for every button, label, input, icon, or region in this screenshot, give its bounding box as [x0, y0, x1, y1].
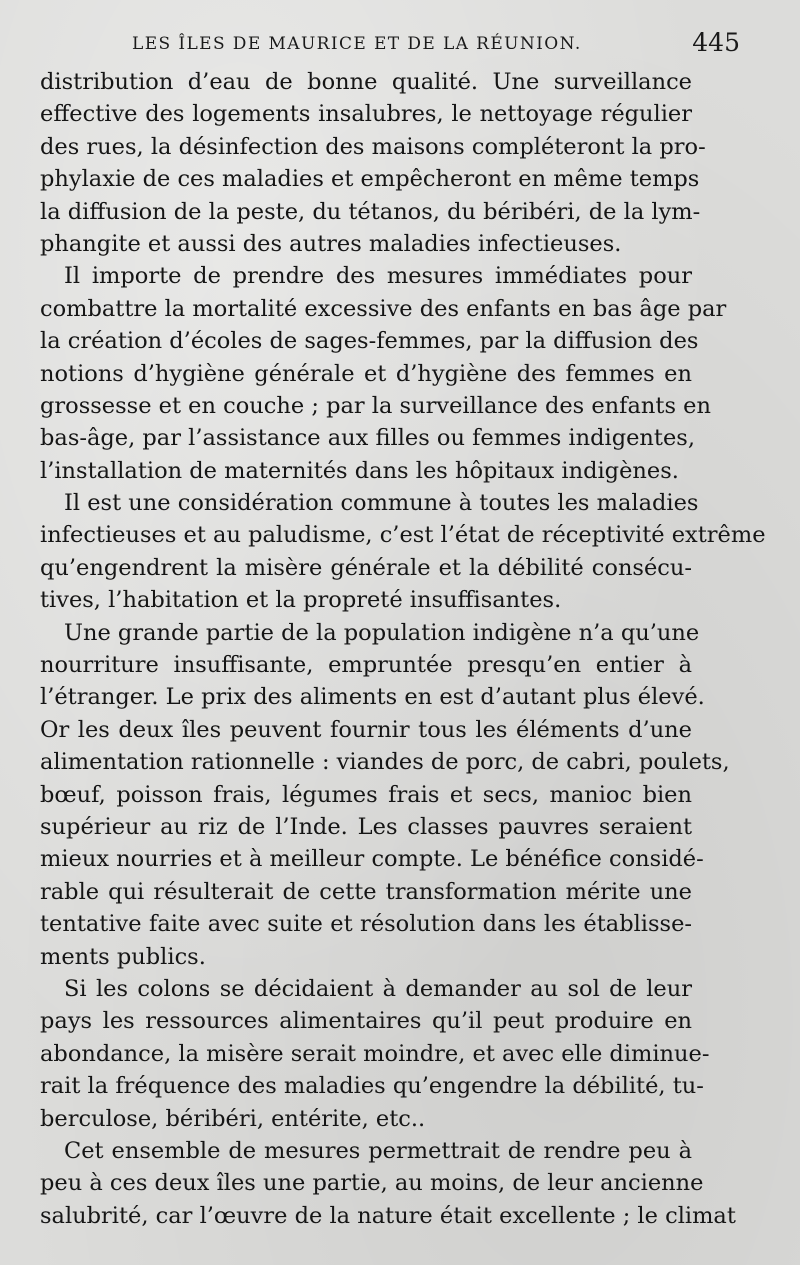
text-line: mieux nourries et à meilleur compte. Le bénéfice considé- — [40, 846, 704, 873]
running-header — [40, 28, 740, 64]
text-line: phangite et aussi des autres maladies infectieuses. — [40, 230, 622, 257]
page-number: 445 — [692, 28, 740, 57]
paragraph — [40, 617, 730, 973]
paragraph — [40, 260, 727, 487]
text-line: abondance, la misère serait moindre, et avec elle diminue- — [40, 1040, 710, 1067]
text-line: infectieuses et au paludisme, c’est l’état de réceptivité extrême — [40, 522, 766, 549]
paragraph — [40, 973, 710, 1135]
text-line: bœuf, poisson frais, légumes frais et secs, manioc bien — [40, 781, 692, 808]
text-line: bas-âge, par l’assistance aux filles ou femmes indigentes, — [40, 425, 695, 452]
text-line: peu à ces deux îles une partie, au moins, de leur ancienne — [40, 1170, 704, 1197]
text-line: l’étranger. Le prix des aliments en est d’autant plus élevé. — [40, 684, 705, 711]
paragraph — [40, 487, 766, 617]
text-line: nourriture insuffisante, empruntée presqu’en entier à — [40, 652, 692, 679]
text-line: Une grande partie de la population indigène n’a qu’une — [64, 619, 700, 646]
text-line: rait la fréquence des maladies qu’engendre la débilité, tu- — [40, 1073, 704, 1100]
text-line: alimentation rationnelle : viandes de porc, de cabri, poulets, — [40, 749, 730, 776]
text-line: Il est une considération commune à toutes les maladies — [64, 490, 699, 517]
text-line: effective des logements insalubres, le nettoyage régulier — [40, 101, 692, 128]
text-line: notions d’hygiène générale et d’hygiène des femmes en — [40, 360, 692, 387]
text-line: la création d’écoles de sages-femmes, par la diffusion des — [40, 328, 699, 355]
text-line: des rues, la désinfection des maisons compléteront la pro- — [40, 133, 706, 160]
paragraph — [40, 1135, 736, 1232]
text-line: supérieur au riz de l’Inde. Les classes pauvres seraient — [40, 813, 692, 840]
text-line: Cet ensemble de mesures permettrait de rendre peu à — [64, 1137, 692, 1164]
text-line: qu’engendrent la misère générale et la débilité consécu- — [40, 554, 692, 581]
text-line: phylaxie de ces maladies et empêcheront en même temps — [40, 166, 700, 193]
text-line: combattre la mortalité excessive des enfants en bas âge par — [40, 295, 727, 322]
text-line: berculose, béribéri, entérite, etc.. — [40, 1105, 426, 1132]
text-line: la diffusion de la peste, du tétanos, du béribéri, de la lym- — [40, 198, 701, 225]
text-line: grossesse et en couche ; par la surveillance des enfants en — [40, 392, 711, 419]
running-title: LES ÎLES DE MAURICE ET DE LA RÉUNION. — [132, 34, 582, 54]
text-line: tentative faite avec suite et résolution dans les établisse- — [40, 911, 692, 938]
text-line: pays les ressources alimentaires qu’il peut produire en — [40, 1008, 692, 1035]
text-line: distribution d’eau de bonne qualité. Une surveillance — [40, 69, 692, 95]
text-line: Si les colons se décidaient à demander au sol de leur — [64, 975, 692, 1002]
text-line: Il importe de prendre des mesures immédiates pour — [64, 263, 692, 290]
text-line: ments publics. — [40, 943, 206, 970]
text-line: salubrité, car l’œuvre de la nature était excellente ; le climat — [40, 1202, 736, 1229]
text-line: rable qui résulterait de cette transformation mérite une — [40, 878, 692, 905]
text-line: Or les deux îles peuvent fournir tous les éléments d’une — [40, 716, 692, 743]
text-line: tives, l’habitation et la propreté insuffisantes. — [40, 587, 562, 614]
body-text — [40, 66, 766, 1232]
text-line: l’installation de maternités dans les hôpitaux indigènes. — [40, 457, 679, 484]
paragraph — [40, 66, 706, 260]
